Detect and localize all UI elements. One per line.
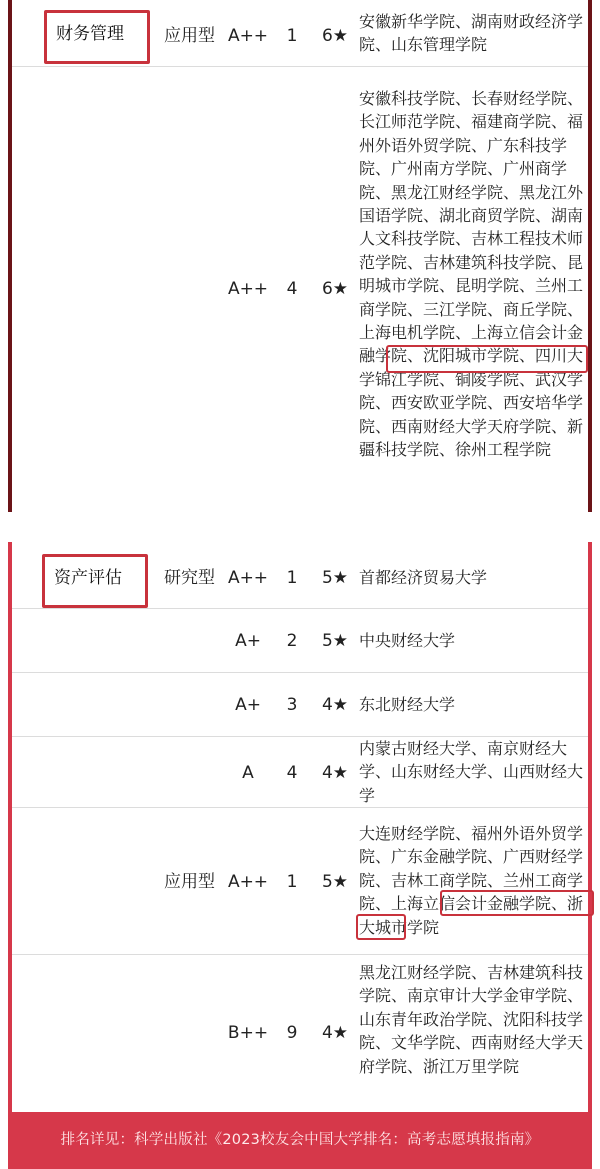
school-list: 中央财经大学 [359, 631, 456, 650]
rank: 9 [286, 1023, 298, 1043]
finance-management-table [8, 0, 592, 512]
school-type: 研究型 [164, 568, 215, 588]
grade: A++ [227, 26, 269, 46]
school-type: 应用型 [164, 26, 215, 46]
school-list: 安徽新华学院、湖南财政经济学院、山东管理学院 [359, 12, 584, 55]
star-rating: 5★ [321, 631, 349, 651]
rank: 4 [286, 279, 298, 299]
grade: A++ [227, 872, 269, 892]
school-list: 大连财经学院、福州外语外贸学院、广东金融学院、广西财经学院、吉林工商学院、兰州工商学院、上海立信会计金融学院、浙大城市学院 [359, 824, 584, 937]
source-footer: 排名详见：科学出版社《2023校友会中国大学排名：高考志愿填报指南》 [12, 1112, 588, 1169]
star-rating: 4★ [321, 1023, 349, 1043]
star-rating: 5★ [321, 872, 349, 892]
rank: 1 [286, 872, 298, 892]
table-row [12, 955, 588, 1112]
subject-name: 财务管理 [56, 24, 124, 44]
table-row [12, 542, 588, 609]
table-row [12, 609, 588, 673]
school-list: 安徽科技学院、长春财经学院、长江师范学院、福建商学院、福州外语外贸学院、广东科技学院、广州南方学院、广州商学院、黑龙江财经学院、黑龙江外国语学院、湖北商贸学院、湖南人文科技学院、吉林工程技术师范学院、吉林建筑科技学院、昆明城市学院、昆明学院、兰州工商学院、三江学院、商丘学院、上海电机学院、上海立信会计金融学院、沈阳城市学院、四川大学锦江学院、铜陵学院、武汉学院、西安欧亚学院、西安培华学院、西南财经大学天府学院、新疆科技学院、徐州工程学院 [359, 89, 584, 460]
school-highlight-box-cont [356, 914, 406, 940]
school-list: 黑龙江财经学院、吉林建筑科技学院、南京审计大学金审学院、山东青年政治学院、沈阳科技学院、文华学院、西南财经大学天府学院、浙江万里学院 [359, 963, 584, 1076]
subject-name: 资产评估 [54, 568, 122, 588]
rank: 1 [286, 568, 298, 588]
star-rating: 4★ [321, 763, 349, 783]
school-highlight-box [386, 345, 588, 373]
asset-appraisal-table [8, 542, 592, 1169]
school-list: 内蒙古财经大学、南京财经大学、山东财经大学、山西财经大学 [359, 739, 584, 805]
school-type: 应用型 [164, 872, 215, 892]
star-rating: 6★ [321, 26, 349, 46]
grade: A [242, 763, 254, 783]
grade: A+ [235, 631, 261, 651]
grade: A++ [227, 279, 269, 299]
grade: B++ [227, 1023, 269, 1043]
star-rating: 5★ [321, 568, 349, 588]
school-list: 东北财经大学 [359, 695, 456, 714]
rank: 4 [286, 763, 298, 783]
star-rating: 4★ [321, 695, 349, 715]
grade: A+ [235, 695, 261, 715]
star-rating: 6★ [321, 279, 349, 299]
rank: 3 [286, 695, 298, 715]
rank: 2 [286, 631, 298, 651]
table-row [12, 808, 588, 955]
table-row [12, 737, 588, 808]
school-highlight-box [440, 890, 594, 916]
rank: 1 [286, 26, 298, 46]
grade: A++ [227, 568, 269, 588]
panel-gap [0, 512, 600, 542]
table-row [12, 67, 588, 512]
school-list: 首都经济贸易大学 [359, 568, 488, 587]
table-row [12, 673, 588, 737]
table-row [12, 0, 588, 67]
